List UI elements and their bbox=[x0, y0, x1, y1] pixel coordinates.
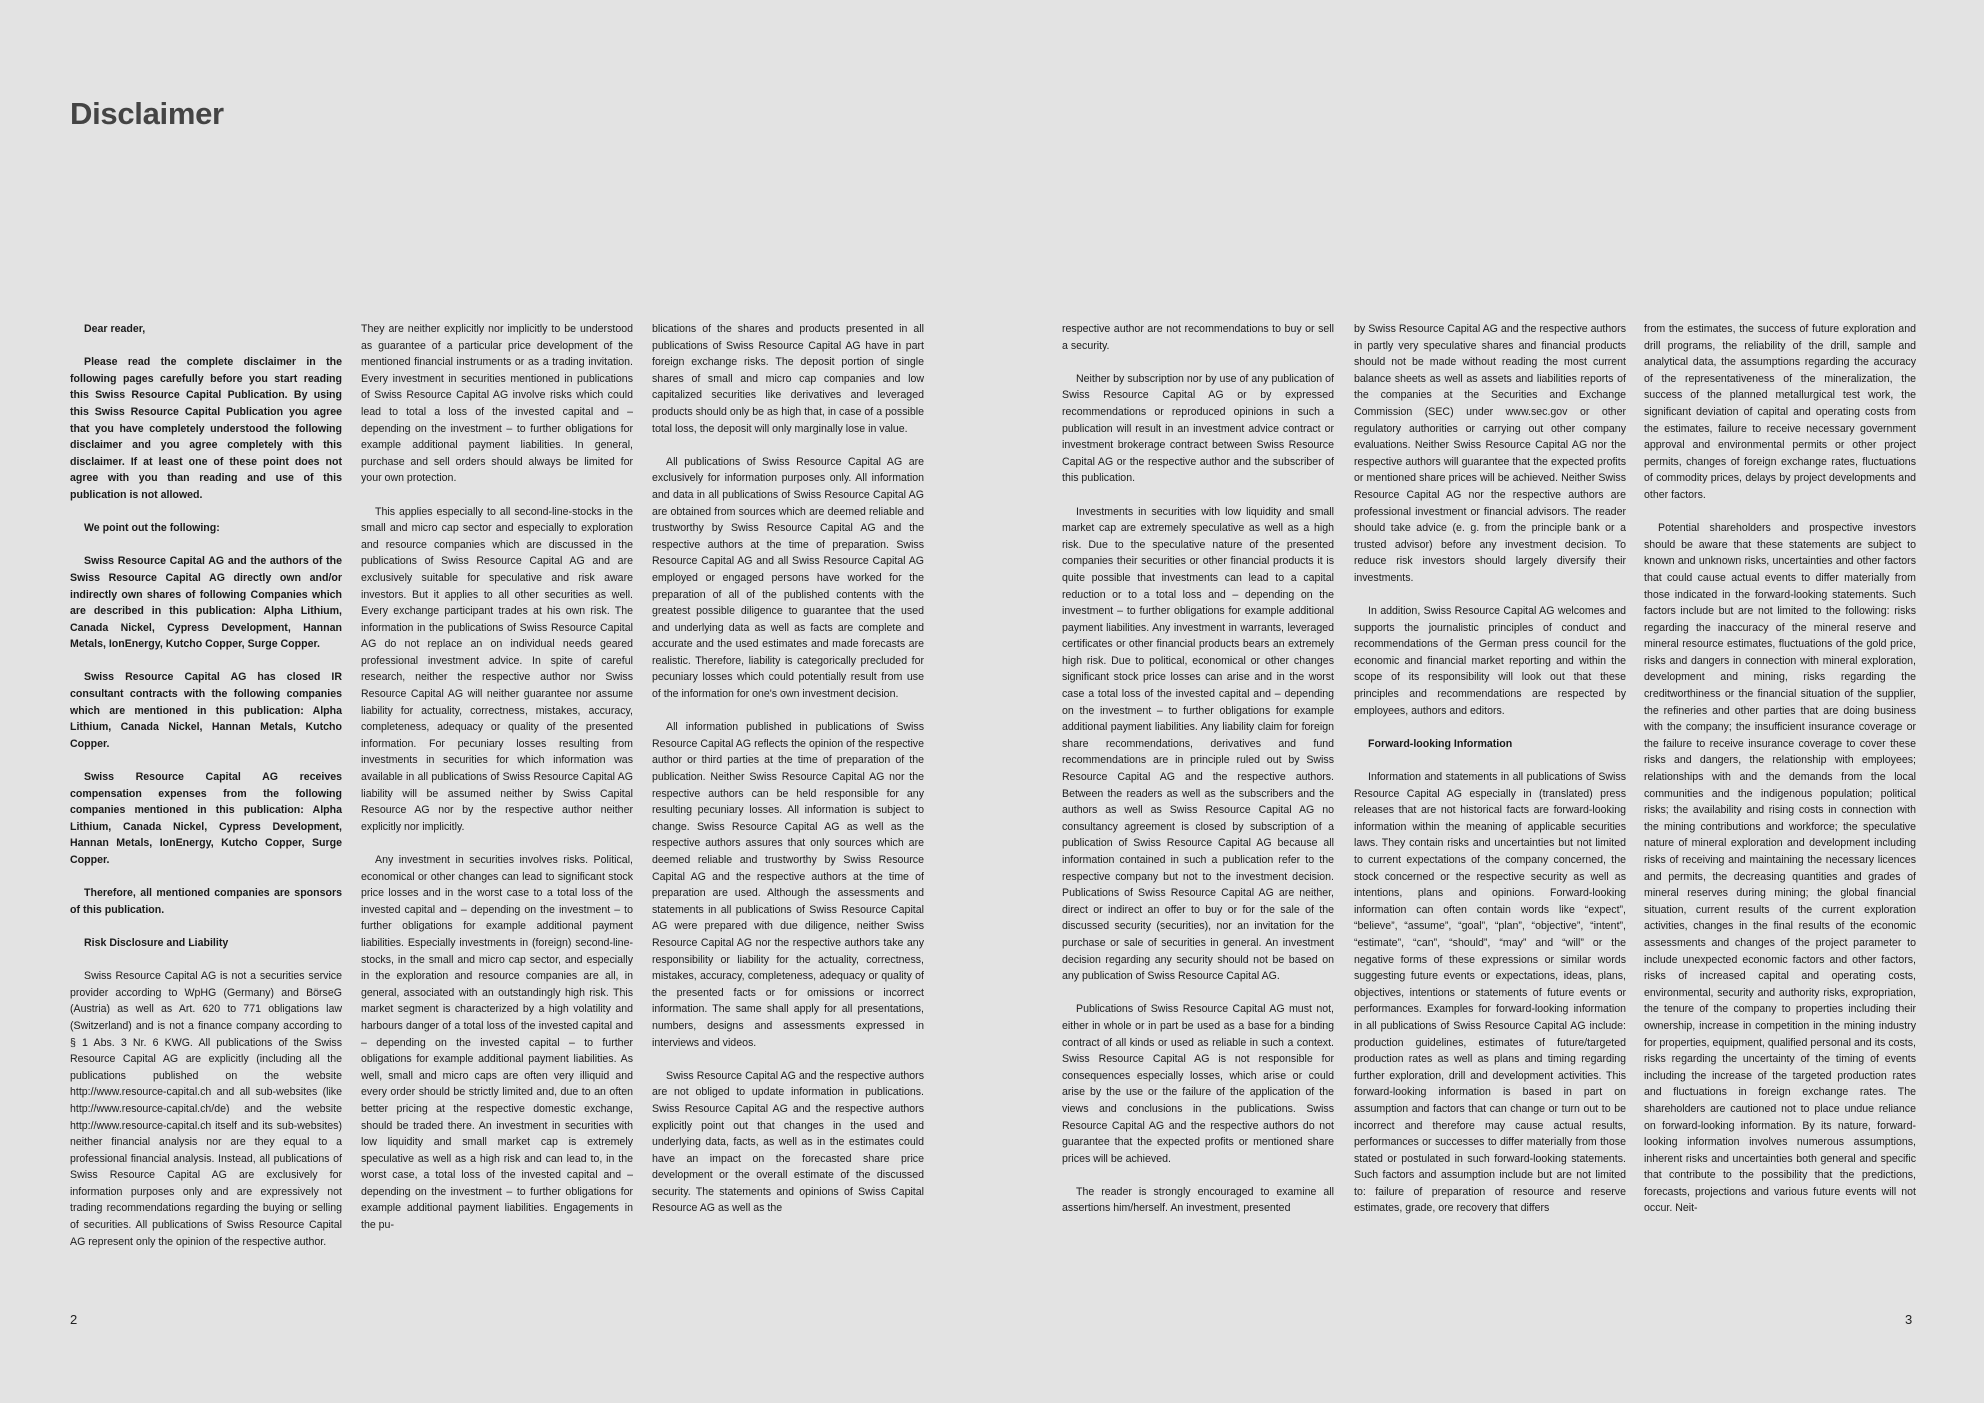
paragraph: This applies especially to all second-line-stocks in the small and micro cap sector and especially to exploration and resource companies which are discussed in the publications of Swiss Resource Capital AG and are exclusively suitable for speculative and risk aware investors. But it applies to all other securities as well. Every exchange participant trades at his own risk. The information in the publications of Swiss Resource Capital AG do not replace an on individual needs geared professional investment advice. In spite of careful research, neither the respective author nor Swiss Resource Capital AG will neither guarantee nor assume liability for actuality, correctness, mistakes, accuracy, completeness, adequacy or quality of the presented information. For pecuniary losses resulting from investments in securities for which information was available in all publications of Swiss Resource Capital AG liability will be assumed neither by Swiss Capital Resource AG nor by the respective author neither explicitly nor implicitly. bbox=[361, 505, 633, 833]
paragraph: Please read the complete disclaimer in the following pages carefully before you start reading this Swiss Resource Capital Publication. By using this Swiss Resource Capital Publication you agree that you have completely understood the following disclaimer and you agree completely with this disclaimer. If at least one of these point does not agree with you than reading and use of this publication is not allowed. bbox=[70, 356, 342, 501]
page-number-left: 2 bbox=[70, 1312, 78, 1327]
paragraph: Swiss Resource Capital AG is not a securities service provider according to WpHG (Germany) and BörseG (Austria) as well as Art. 620 to 771 obligations law (Switzerland) and is not a finance company according to § 1 Abs. 3 Nr. 6 KWG. All publications of the Swiss Resource Capital AG are explicitly (including all the publications published on the website http://www.resource-capital.ch and all sub-websites (like http://www.resource-capital.ch/de) and the website http://www.resource-capital.ch itself and its sub-websites) neither financial analysis nor are they equal to a professional financial analysis. Instead, all publications of Swiss Resource Capital AG are exclusively for information purposes only and are expressively not trading recommendations regarding the buying or selling of securities. All publications of Swiss Resource Capital AG represent only the opinion of the respective author. bbox=[70, 970, 342, 1248]
paragraph: Swiss Resource Capital AG has closed IR consultant contracts with the following companies which are mentioned in this publication: Alpha Lithium, Canada Nickel, Hannan Metals, Kutcho Copper. bbox=[70, 671, 342, 750]
paragraph: The reader is strongly encouraged to examine all assertions him/herself. An investment, presented bbox=[1062, 1185, 1334, 1215]
paragraph: Publications of Swiss Resource Capital AG must not, either in whole or in part be used as a base for a binding contract of all kinds or used as reliable in such a context. Swiss Resource Capital AG is not responsible for consequences especially losses, which arise or could arise by the use or the failure of the application of the views and conclusions in the publications. Swiss Resource Capital AG and the respective authors do not guarantee that the expected profits or mentioned share prices will be achieved. bbox=[1062, 1003, 1334, 1165]
text-column-6 bbox=[1644, 321, 1916, 1217]
paragraph: blications of the shares and products presented in all publications of Swiss Resource Capital AG have in part foreign exchange risks. The deposit portion of single shares of small and micro cap companies and low capitalized securities like derivatives and leveraged products should only be as high that, in case of a possible total loss, the deposit will only marginally lose in value. bbox=[652, 323, 924, 435]
paragraph: Therefore, all mentioned companies are sponsors of this publication. bbox=[70, 887, 342, 916]
paragraph: Swiss Resource Capital AG receives compensation expenses from the following companies mentioned in this publication: Alpha Lithium, Canada Nickel, Cypress Development, Hannan Metals, IonEnergy, Kutcho Copper, Surge Copper. bbox=[70, 771, 342, 866]
paragraph: Swiss Resource Capital AG and the authors of the Swiss Resource Capital AG directly own and/or indirectly own shares of following Companies which are described in this publication: Alpha Lithium, Canada Nickel, Cypress Development, Hannan Metals, IonEnergy, Kutcho Copper, Surge Copper. bbox=[70, 555, 342, 651]
paragraph: Information and statements in all publications of Swiss Resource Capital AG especially in (translated) press releases that are not historical facts are forward-looking information within the meaning of applicable securities laws. They contain risks and uncertainties but not limited to current expectations of the company concerned, the stock concerned or the respective security as well as intentions, plans and opinions. Forward-looking information can often contain words like “expect”, “believe”, “assume”, “goal”, “plan”, “objective”, “intent”, “estimate”, “can”, “should”, “may” and “will” or the negative forms of these expressions or similar words suggesting future events or expectations, ideas, plans, objectives, intentions or statements of future events or performances. Examples for forward-looking information in all publications of Swiss Resource Capital AG include: production guidelines, estimates of future/targeted production rates as well as plans and timing regarding further exploration, drill and development activities. This forward-looking information is based in part on assumption and factors that can change or turn out to be incorrect and therefore may cause actual results, performances or successes to differ materially from those stated or postulated in such forward-looking statements. Such factors and assumption include but are not limited to: failure of preparation of resource and reserve estimates, grade, ore recovery that differs bbox=[1354, 771, 1626, 1215]
section-heading: Forward-looking Information bbox=[1368, 737, 1513, 750]
text-column-5 bbox=[1354, 321, 1626, 1217]
paragraph: In addition, Swiss Resource Capital AG welcomes and supports the journalistic principles of conduct and recommendations of the German press council for the economic and financial market reporting and within the scope of its responsibility will look out that these principles and recommendations are respected by employees, authors and editors. bbox=[1354, 605, 1626, 717]
paragraph: Neither by subscription nor by use of any publication of Swiss Resource Capital AG or by expressed recommendations or reproduced opinions in such a publication will result in an investment advice contract or investment brokerage contract between Swiss Resource Capital AG or the respective author and the subscriber of this publication. bbox=[1062, 372, 1334, 485]
paragraph: respective author are not recommendations to buy or sell a security. bbox=[1062, 323, 1334, 352]
paragraph: Any investment in securities involves risks. Political, economical or other changes can lead to significant stock price losses and in the worst case to a total loss of the invested capital and – depending on the investment – to further obligations for example additional payment liabilities. Especially investments in (foreign) second-line-stocks, in the small and micro cap sector, and especially in the exploration and resource companies are all, in general, associated with an outstandingly high risk. This market segment is characterized by a high volatility and harbours danger of a total loss of the invested capital and – depending on the invested capital – to further obligations for example additional payment liabilities. As well, small and micro caps are often very illiquid and every order should be strictly limited and, due to an often better pricing at the respective domestic exchange, should be traded there. An investment in securities with low liquidity and small market cap is extremely speculative as well as a high risk and can lead to, in the worst case, a total loss of the invested capital and – depending on the investment – to further obligations for example additional payment liabilities. Engagements in the pu- bbox=[361, 854, 633, 1232]
paragraph: They are neither explicitly nor implicitly to be understood as guarantee of a particular price development of the mentioned financial instruments or as a trading invitation. Every investment in securities mentioned in publications of Swiss Resource Capital AG involve risks which could lead to total a loss of the invested capital and – depending on the investment – to further obligations for example additional payment liabilities. In general, purchase and sell orders should always be limited for your own protection. bbox=[361, 323, 633, 485]
paragraph: All information published in publications of Swiss Resource Capital AG reflects the opinion of the respective author or third parties at the time of preparation of the publication. Neither Swiss Resource Capital AG nor the respective authors can be held responsible for any resulting pecuniary losses. All information is subject to change. Swiss Resource Capital AG as well as the respective authors assures that only sources which are deemed reliable and trustworthy by Swiss Resource Capital AG and the respective authors at the time of preparation are used. Although the assessments and statements in all publications of Swiss Resource Capital AG were prepared with due diligence, neither Swiss Resource Capital AG nor the respective authors take any responsibility or liability for the actuality, correctness, mistakes, accuracy, completeness, adequacy or quality of the presented facts or for omissions or incorrect information. The same shall apply for all presentations, numbers, designs and assessments expressed in interviews and videos. bbox=[652, 721, 924, 1049]
text-column-1 bbox=[70, 321, 342, 1250]
text-column-2 bbox=[361, 321, 633, 1234]
section-heading: Risk Disclosure and Liability bbox=[84, 936, 229, 949]
page-number-right: 3 bbox=[1905, 1312, 1913, 1327]
text-column-4 bbox=[1062, 321, 1334, 1217]
paragraph: All publications of Swiss Resource Capital AG are exclusively for information purposes only. All information and data in all publications of Swiss Resource Capital AG are obtained from sources which are deemed reliable and trustworthy by Swiss Resource Capital AG and the respective authors at the time of preparation. Swiss Resource Capital AG and all Swiss Resource Capital AG employed or engaged persons have worked for the preparation of all of the published contents with the greatest possible diligence to guarantee that the used and underlying data as well as facts are complete and accurate and the used estimates and made forecasts are realistic. Therefore, liability is categorically precluded for pecuniary losses which could potentially result from use of the information for one's own investment decision. bbox=[652, 455, 924, 701]
paragraph: We point out the following: bbox=[84, 522, 220, 535]
text-column-3 bbox=[652, 321, 924, 1217]
paragraph: Potential shareholders and prospective investors should be aware that these statements are subject to known and unknown risks, uncertainties and other factors that could cause actual events to differ materially from those indicated in the forward-looking statements. Such factors include but are not limited to the following: risks regarding the inaccuracy of the mineral reserve and mineral resource estimates, fluctuations of the gold price, risks and dangers in connection with mineral exploration, development and mining, risks regarding the creditworthiness or the financial situation of the supplier, the refineries and other parties that are doing business with the company; the insufficient insurance coverage or the failure to receive insurance coverage to cover these risks and dangers, the relationship with employees; relationships with and the demands from the local communities and the indigenous population; political risks; the availability and rising costs in connection with the mining contributions and workforce; the speculative nature of mineral exploration and development including risks of receiving and maintaining the necessary licences and permits, the decreasing quantities and grades of mineral reserves during mining; the global financial situation, current results of the current exploration activities, changes in the final results of the economic assessments and changes of the project parameter to include unexpected economic factors and other factors, risks of increased capital and operating costs, environmental, security and authority risks, expropriation, the tenure of the company to properties including their ownership, increase in competition in the mining industry for properties, equipment, qualified personal and its costs, risks regarding the uncertainty of the timing of events including the increase of the targeted production rates and fluctuations in foreign exchange rates. The shareholders are cautioned not to place undue reliance on forward-looking information. By its nature, forward-looking information involves numerous assumptions, inherent risks and uncertainties both general and specific that contribute to the possibility that the predictions, forecasts, projections and various future events will not occur. Neit- bbox=[1644, 522, 1916, 1215]
page-title: Disclaimer bbox=[70, 96, 224, 131]
paragraph: Dear reader, bbox=[84, 323, 146, 335]
paragraph: Swiss Resource Capital AG and the respective authors are not obliged to update information in publications. Swiss Resource Capital AG and the respective authors explicitly point out that changes in the used and underlying data, facts, as well as in the estimates could have an impact on the forecasted share price development or the overall estimate of the discussed security. The statements and opinions of Swiss Capital Resource AG as well as the bbox=[652, 1069, 924, 1215]
paragraph: from the estimates, the success of future exploration and drill programs, the reliability of the drill, sample and analytical data, the assumptions regarding the accuracy of the representativeness of the mineralization, the success of the planned metallurgical test work, the significant deviation of capital and operating costs from the estimates, failure to receive necessary government approval and environmental permits or other project permits, changes of foreign exchange rates, fluctuations of commodity prices, delays by project developments and other factors. bbox=[1644, 323, 1916, 501]
paragraph: by Swiss Resource Capital AG and the respective authors in partly very speculative shares and financial products should not be made without reading the most current balance sheets as well as assets and liabilities reports of the companies at the Securities and Exchange Commission (SEC) under www.sec.gov or other regulatory authorities or carrying out other company evaluations. Neither Swiss Resource Capital AG nor the respective authors will guarantee that the expected profits or mentioned share prices will be achieved. Neither Swiss Resource Capital AG nor the respective authors are professional investment or financial advisors. The reader should take advice (e. g. from the principle bank or a trusted advisor) before any investment decision. To reduce risk investors should largely diversify their investments. bbox=[1354, 323, 1626, 584]
paragraph: Investments in securities with low liquidity and small market cap are extremely speculative as well as a high risk. Due to the speculative nature of the presented companies their securities or other financial products it is quite possible that investments can lead to a capital reduction or to a total loss and – depending on the investment – to further obligations for example additional payment liabilities. Any investment in warrants, leveraged certificates or other financial products bears an extremely high risk. Due to political, economical or other changes significant stock price losses can arise and in the worst case a total loss of the invested capital and – depending on the investment – to further obligations for example additional payment liabilities. Any liability claim for foreign share recommendations, derivatives and fund recommendations are in principle ruled out by Swiss Resource Capital AG and the respective authors. Between the readers as well as the subscribers and the authors as well as Swiss Resource Capital AG no consultancy agreement is closed by subscription of a publication of Swiss Resource Capital AG because all information contained in such a publication refer to the respective company but not to the investment decision. Publications of Swiss Resource Capital AG are neither, direct or indirect an offer to buy or for the sale of the discussed security (securities), nor an invitation for the purchase or sale of securities in general. An investment decision regarding any security should not be based on any publication of Swiss Resource Capital AG. bbox=[1062, 505, 1334, 983]
